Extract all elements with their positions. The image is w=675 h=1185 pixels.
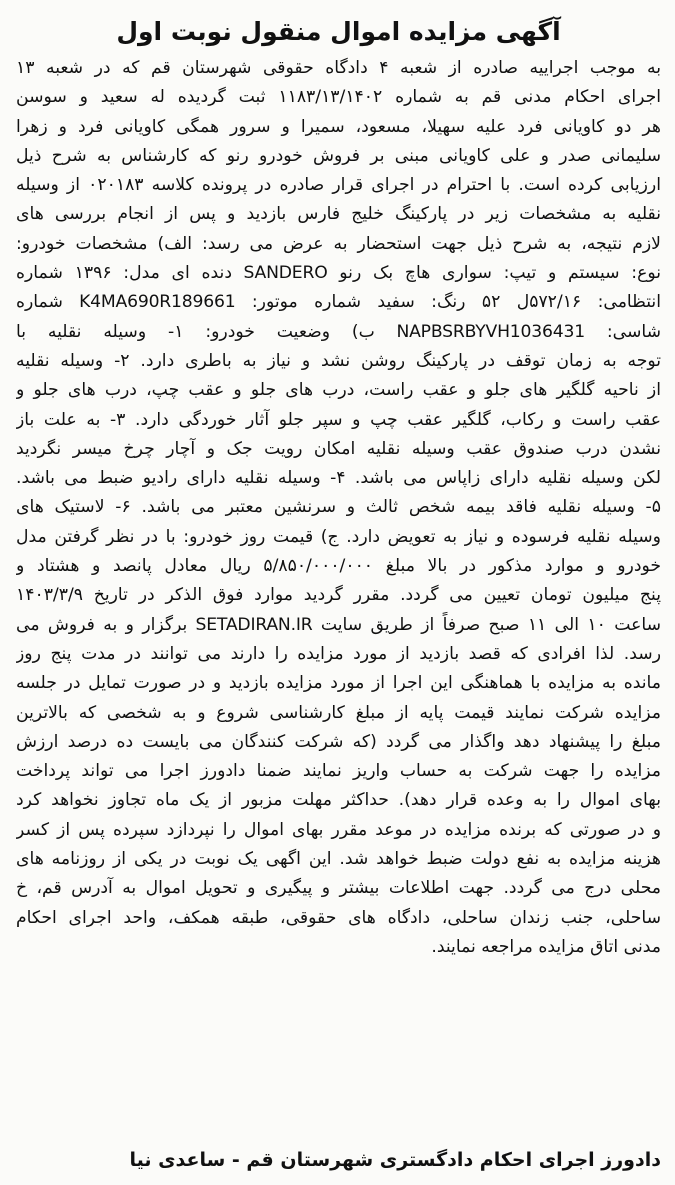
body-line: شاسی: NAPBSRBYVH1036431 ب) وضعیت خودرو: ۱- وسیله نقلیه با [16,321,661,342]
body-line: رسد. لذا افرادی که قصد بازدید از مورد مزایده را دارند می توانند در مدت پنج روز [16,643,661,664]
body-line: مزایده را جهت شرکت به حساب واریز نمایند ضمنا دادورز اجرا می تواند پرداخت [16,761,661,782]
body-line: از ناحیه گلگیر های جلو و عقب راست، درب های جلو و عقب چپ، درب های جلو و [16,380,661,401]
body-line: ساعت ۱۰ الی ۱۱ صبح صرفاً از طریق سایت SETADIRAN.IR برگزار و به فروش می [16,614,661,635]
body-line: عقب راست و رکاب، گلگیر عقب چپ و سپر جلو آثار خوردگی دارد. ۳- به علت باز [16,409,661,430]
body-line: ساحلی، جنب زندان ساحلی، دادگاه های حقوقی، طبقه همکف، واحد اجرای احکام [16,907,661,928]
body-line: سلیمانی صدر و علی کاویانی مبنی بر فروش خودرو رنو که کارشناس به شرح ذیل [16,145,661,166]
body-line: پنج میلیون تومان تعیین می گردد. مقرر گردید موارد فوق الذکر در تاریخ ۱۴۰۳/۳/۹ [16,585,661,606]
signature-line: دادورز اجرای احکام دادگستری شهرستان قم - ساعدی نیا [129,1149,661,1171]
body-line: خودرو و موارد مذکور در بالا مبلغ ۵/۸۵۰/۰۰۰/۰۰۰ ریال معادل پانصد و هشتاد و [16,556,661,577]
body-line: نشدن درب صندوق عقب وسیله نقلیه امکان رویت جک و آچار چرخ میسر نگردید [16,438,661,459]
body-line: اجرای احکام مدنی قم به شماره ۱۱۸۳/۱۳/۱۴۰۲ ثبت گردیده له سعید و سوسن [16,87,661,108]
body-line: و در صورتی که برنده مزایده در موعد مقرر بهای اموال را نپردازد سپرده پس از کسر [16,819,661,840]
body-line: مزایده شرکت نمایند قیمت پایه از مبلغ کارشناسی شروع و به شخصی که بالاترین [16,702,661,723]
body-line: نقلیه به مشخصات زیر در پارکینگ خلیج فارس بازدید و پس از انجام بررسی های [16,204,661,225]
body-line: وسیله نقلیه فرسوده و نیاز به تعویض دارد. ج) قیمت روز خودرو: با در نظر گرفتن مدل [16,526,661,547]
body-line: هزینه مزایده به نفع دولت ضبط خواهد شد. این اگهی یک نوبت در یکی از روزنامه های [16,849,661,870]
body-line: مانده به مزایده با هماهنگی این اجرا از مورد مزایده بازدید و در صورت تمایل در جلسه [16,673,661,694]
body-line: مبلغ را پیشنهاد دهد واگذار می گردد (که شرکت کنندگان می بایست ده درصد ارزش [16,731,661,752]
body-line: لکن وسیله نقلیه دارای زاپاس می باشد. ۴- وسیله نقلیه دارای رادیو ضبط می باشد. [16,468,661,489]
body-line: انتظامی: ۵۷۲/۱۶ل ۵۲ رنگ: سفید شماره موتور: K4MA690R189661 شماره [16,292,661,313]
body-line: ۵- وسیله نقلیه فاقد بیمه شخص ثالث و سرنشین معتبر می باشد. ۶- لاستیک های [16,497,661,518]
notice-title: آگهی مزایده اموال منقول نوبت اول [116,17,561,46]
body-line: ارزیابی کرده است. با احترام در اجرای قرار صادره در پرونده کلاسه ۰۲۰۱۸۳ از وسیله [16,175,661,196]
body-line: به موجب اجراییه صادره از شعبه ۴ دادگاه حقوقی شهرستان قم که در شعبه ۱۳ [16,58,661,78]
body-line: توجه به زمان توقف در پارکینگ روشن نشد و نیاز به باطری دارد. ۲- وسیله نقلیه [16,350,661,371]
body-line: محلی درج می گردد. جهت اطلاعات بیشتر و پیگیری و تحویل اموال به آدرس قم، خ [16,878,661,899]
body-line: لازم نتیجه، به شرح ذیل جهت استحضار به عرض می رسد: الف) مشخصات خودرو: [16,233,661,254]
body-line: نوع: سیستم و تیپ: سواری هاچ بک رنو SANDERO دنده ای مدل: ۱۳۹۶ شماره [16,263,661,284]
body-line: هر دو کاویانی فرد علیه سهیلا، مسعود، سمیرا و سرور همگی کاویانی فرد و زهرا [16,116,661,137]
notice-body [16,54,661,962]
body-line: مدنی اتاق مزایده مراجعه نمایند. [431,936,661,957]
body-line: بهای اموال را به وعده قرار دهد). حداکثر مهلت مزبور از یک ماه تجاوز نخواهد کرد [16,790,661,811]
